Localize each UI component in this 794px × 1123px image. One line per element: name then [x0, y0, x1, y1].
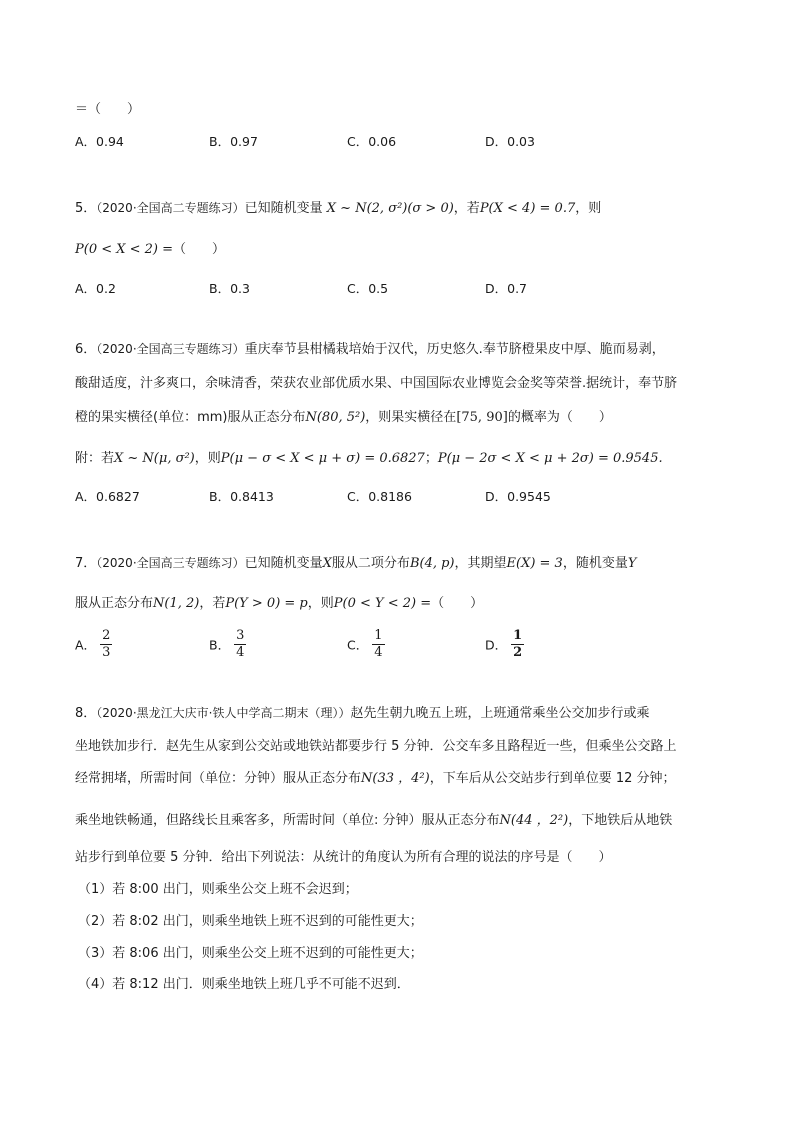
q6-option-d: D．0.9545: [485, 489, 551, 504]
q7-option-c-fraction: [372, 628, 384, 661]
q4-option-a: A．0.94: [75, 134, 124, 149]
q7-option-c: [347, 628, 385, 661]
q6-text: 重庆奉节县柑橘栽培始于汉代，历史悠久.奉节脐橙果皮中厚、脆而易剥，: [244, 342, 665, 357]
q5-ask: P(0 < X < 2) =: [75, 242, 174, 257]
q7-option-d-fraction: [511, 628, 524, 661]
q7-binomial: B(4, p): [409, 556, 455, 571]
fraction-numerator: 2: [102, 628, 111, 643]
fraction-denominator: 4: [374, 645, 383, 660]
q8-number: 8．: [75, 706, 97, 721]
q7-source: （2020·全国高三专题练习）: [96, 556, 245, 570]
q5-option-b: B．0.3: [209, 281, 250, 296]
q5-number: 5．: [75, 201, 97, 216]
q7-text: ，若: [199, 596, 226, 611]
q6-text: 橙的果实横径(单位：mm)服从正态分布: [75, 410, 306, 425]
q8-statement-1: （1）若 8:00 出门，则乘坐公交上班不会迟到；: [78, 882, 358, 897]
q8-text: ，下车后从公交站步行到单位要 12 分钟；: [429, 771, 676, 786]
q5-option-c: C．0.5: [347, 281, 389, 296]
q6-options: [75, 487, 715, 509]
q8-text: 乘坐地铁畅通，但路线长且乘客多，所需时间（单位: 分钟）服从正态分布: [75, 813, 500, 828]
q6-number: 6．: [75, 342, 97, 357]
q6-option-c: C．0.8186: [347, 489, 412, 504]
q8-statement-4: （4）若 8:12 出门．则乘坐地铁上班几乎不可能不迟到．: [78, 977, 410, 992]
q5-text: ，若: [453, 201, 480, 216]
q6-stem-line2: 酸甜适度，汁多爽口，余味清香，荣获农业部优质水果、中国国际农业博览会金奖等荣誉.据统计，奉节脐: [75, 376, 678, 391]
q8-stem-line5: 站步行到单位要 5 分钟．给出下列说法：从统计的角度认为所有合理的说法的序号是（ ）: [75, 850, 612, 865]
q7-ask: P(0 < Y < 2) =: [333, 596, 432, 611]
q6-note: [75, 449, 663, 469]
q5-source: （2020·全国高二专题练习）: [96, 201, 245, 215]
q7-options: [75, 628, 715, 668]
q7-text: 已知随机变量: [244, 556, 323, 571]
q7-option-a-label: A．: [75, 637, 97, 653]
q6-text: ，则果实横径在: [365, 410, 457, 425]
q7-stem-line2: [75, 594, 483, 614]
q8-stem-line4: [75, 811, 672, 831]
q4-option-b: B．0.97: [209, 134, 258, 149]
q5-stem-line1: [75, 198, 601, 219]
q7-text: ，则: [307, 596, 334, 611]
q5-options: [75, 279, 715, 301]
q5-stem-line2: [75, 240, 225, 260]
q7-option-a: [75, 628, 112, 661]
q6-note-probability-1: P(μ − σ < X < μ + σ) = 0.6827: [220, 451, 425, 466]
q7-option-d-label: D．: [485, 637, 508, 653]
q6-note-distribution: X ~ N(μ, σ²): [114, 451, 195, 466]
q5-blank: （ ）: [173, 242, 226, 257]
q8-source: （2020·黑龙江大庆市·铁人中学高二期末（理））: [96, 706, 351, 720]
q8-statement-2: （2）若 8:02 出门，则乘坐地铁上班不迟到的可能性更大；: [78, 914, 423, 929]
q7-expectation: E(X) = 3: [506, 556, 563, 571]
q7-option-a-fraction: [100, 628, 112, 661]
fraction-denominator: 4: [236, 645, 245, 660]
q7-option-b-fraction: [234, 628, 246, 661]
q5-option-a: A．0.2: [75, 281, 116, 296]
q6-note-text: ，则: [194, 451, 221, 466]
q7-number: 7．: [75, 556, 97, 571]
q6-option-b: B．0.8413: [209, 489, 274, 504]
q8-text: 赵先生朝九晚五上班，上班通常乘坐公交加步行或乘: [350, 706, 650, 721]
q6-stem-line3: [75, 408, 612, 428]
fraction-numerator: 1: [374, 628, 383, 643]
q7-blank: （ ）: [431, 596, 484, 611]
q7-text: ，其期望: [454, 556, 507, 571]
q7-text: ，随机变量: [562, 556, 628, 571]
fraction-numerator: 3: [236, 628, 245, 643]
fraction-numerator: 1: [513, 628, 523, 643]
q5-given-probability: P(X < 4) = 0.7: [479, 201, 576, 216]
q7-option-c-label: C．: [347, 637, 369, 653]
q6-note-text: 附：若: [75, 451, 115, 466]
q7-stem-line1: [75, 553, 636, 574]
q8-statement-3: （3）若 8:06 出门，则乘坐公交上班不迟到的可能性更大；: [78, 946, 423, 961]
q4-stem-tail: ＝（ ）: [75, 102, 141, 117]
fraction-denominator: 2: [513, 645, 523, 660]
q6-note-text: ；: [424, 451, 438, 466]
q4-options: [75, 132, 715, 154]
q8-text: ，下地铁后从地铁: [568, 813, 673, 828]
q7-option-b-label: B．: [209, 637, 231, 653]
q8-text: 经常拥堵，所需时间（单位：分钟）服从正态分布: [75, 771, 362, 786]
q7-variable-y: Y: [627, 556, 637, 571]
q8-stem-line1: [75, 703, 649, 724]
q4-option-c: C．0.06: [347, 134, 397, 149]
q8-stem-line3: [75, 769, 676, 789]
q7-text: 服从正态分布: [75, 596, 154, 611]
q5-distribution: X ~ N(2, σ²)(σ > 0): [326, 201, 454, 216]
q6-source: （2020·全国高三专题练习）: [96, 342, 245, 356]
q7-option-b: [209, 628, 246, 661]
q5-text: 已知随机变量: [244, 201, 323, 216]
q7-option-d: [485, 628, 524, 661]
q6-stem-line1: [75, 339, 665, 360]
q6-text: 的概率为（ ）: [507, 410, 612, 425]
fraction-denominator: 3: [102, 645, 111, 660]
q6-interval: [75, 90]: [456, 410, 508, 425]
q8-stem-line2: 坐地铁加步行．赵先生从家到公交站或地铁站都要步行 5 分钟．公交车多且路程近一些，但乘坐公交路上: [75, 739, 677, 754]
q4-option-d: D．0.03: [485, 134, 535, 149]
q6-option-a: A．0.6827: [75, 489, 140, 504]
q5-option-d: D．0.7: [485, 281, 528, 296]
q6-distribution: N(80, 5²): [305, 410, 366, 425]
q7-condition: P(Y > 0) = p: [225, 596, 308, 611]
q5-text: ，则: [575, 201, 602, 216]
q6-note-probability-2: P(μ − 2σ < X < μ + 2σ) = 0.9545.: [437, 451, 663, 466]
q7-text: 服从二项分布: [331, 556, 410, 571]
q8-bus-distribution: N(33 ，4²): [361, 771, 430, 786]
q8-metro-distribution: N(44 ，2²): [499, 813, 569, 828]
q7-normal: N(1, 2): [153, 596, 200, 611]
q7-variable-x: X: [322, 556, 332, 571]
